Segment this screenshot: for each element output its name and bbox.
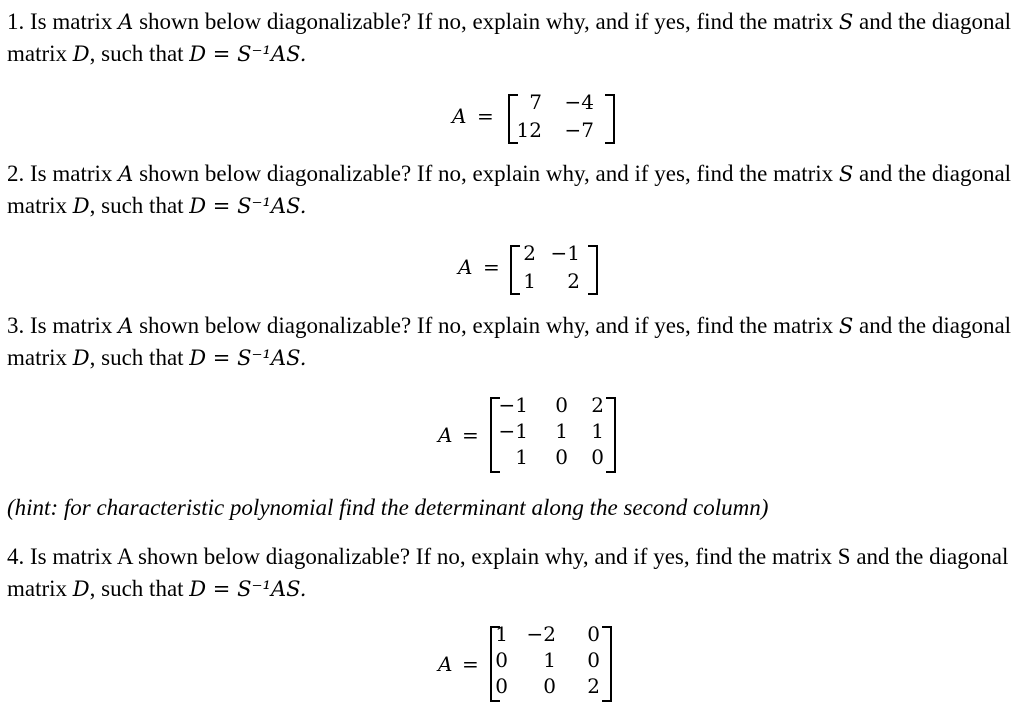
question-text: , such that (89, 41, 184, 66)
matrix-cell: 0 (587, 622, 600, 646)
question-text: Is matrix (30, 161, 113, 186)
question-text: , such that (89, 193, 184, 218)
matrix-equation-3 (438, 393, 658, 477)
matrix-cell: 7 (529, 90, 542, 114)
formula: D = S⁻¹AS. (189, 42, 307, 66)
problem-2-text (7, 158, 1017, 222)
matrix-cell: −7 (564, 118, 594, 142)
s-variable: S (838, 314, 854, 338)
equals-sign: = (477, 104, 494, 128)
matrix-label: A (438, 652, 453, 676)
matrix-cell: 0 (591, 445, 604, 469)
s-variable: S (838, 10, 854, 34)
matrix-cell: 0 (495, 648, 508, 672)
matrix-cell: 0 (555, 393, 568, 417)
s-variable: S (838, 162, 854, 186)
matrix-cell: 1 (555, 419, 568, 443)
question-text: shown below diagonalizable? If no, explain why, and if yes, find the matrix (139, 9, 834, 34)
matrix-label: A (458, 255, 473, 279)
question-text: shown below diagonalizable? If no, explain why, and if yes, find the matrix (139, 313, 834, 338)
matrix-cell: 2 (591, 393, 604, 417)
matrix-cell: −1 (498, 393, 528, 417)
matrix-cell: 1 (515, 445, 528, 469)
matrix-cell: 1 (523, 269, 536, 293)
question-text: and the diagonal matrix (7, 9, 1012, 66)
matrix-cell: 2 (567, 269, 580, 293)
right-bracket (606, 397, 616, 473)
problem-number: 1. (7, 9, 25, 34)
question-text: Is matrix (30, 313, 113, 338)
matrix-cell: 0 (495, 674, 508, 698)
matrix-cell: 0 (555, 445, 568, 469)
formula: D = S⁻¹AS. (189, 577, 307, 601)
hint-text: (hint: for characteristic polynomial find the determinant along the second column) (7, 495, 769, 520)
equals-sign: = (483, 255, 500, 279)
matrix-variable: A (118, 314, 134, 338)
matrix-cell: −1 (498, 419, 528, 443)
question-text: , such that (89, 576, 184, 601)
matrix-variable: A (118, 162, 134, 186)
d-variable: D (72, 42, 90, 66)
matrix-cell: −1 (550, 241, 580, 265)
d-variable: D (72, 346, 90, 370)
equals-sign: = (462, 423, 479, 447)
matrix-cell: 1 (495, 622, 508, 646)
matrix-label: A (452, 104, 467, 128)
problem-3-text (7, 310, 1017, 374)
matrix-cell: 2 (587, 674, 600, 698)
problem-number: 4. (7, 544, 25, 569)
right-bracket (602, 626, 612, 702)
matrix-cell: 0 (587, 648, 600, 672)
problem-number: 2. (7, 161, 25, 186)
formula: D = S⁻¹AS. (189, 194, 307, 218)
matrix-cell: 0 (543, 674, 556, 698)
matrix-equation-4 (438, 622, 658, 706)
question-text: and the diagonal matrix (7, 313, 1012, 370)
matrix-equation-1 (452, 90, 652, 150)
equals-sign: = (462, 652, 479, 676)
matrix-cell: 1 (543, 648, 556, 672)
matrix-cell: 2 (523, 241, 536, 265)
formula: D = S⁻¹AS. (189, 346, 307, 370)
matrix-equation-2 (458, 241, 658, 301)
problem-4-text (7, 541, 1017, 605)
right-bracket (588, 245, 598, 295)
question-text: shown below diagonalizable? If no, explain why, and if yes, find the matrix (139, 161, 834, 186)
matrix-cell: −4 (564, 90, 594, 114)
matrix-cell: 1 (591, 419, 604, 443)
problem-number: 3. (7, 313, 25, 338)
question-text: Is matrix A shown below diagonalizable? If no, explain why, and if yes, find the matrix S and the diagonal matrix (7, 544, 1009, 601)
d-variable: D (72, 577, 90, 601)
matrix-cell: −2 (526, 622, 556, 646)
d-variable: D (72, 194, 90, 218)
matrix-variable: A (118, 10, 134, 34)
matrix-label: A (438, 423, 453, 447)
question-text: and the diagonal matrix (7, 161, 1012, 218)
question-text: Is matrix (30, 9, 113, 34)
right-bracket (605, 94, 615, 144)
problem-1-text (7, 6, 1017, 70)
question-text: , such that (89, 345, 184, 370)
matrix-cell: 12 (516, 118, 542, 142)
